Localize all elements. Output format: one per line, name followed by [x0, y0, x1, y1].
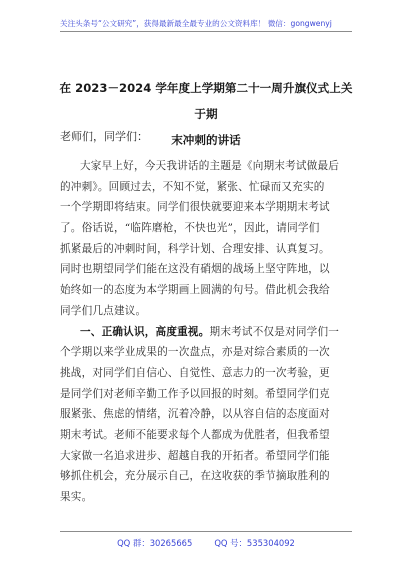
body-line: 一个学期即将结束。同学们很快就要迎来本学期期末考试 — [60, 201, 330, 214]
salutation: 老师们，同学们： — [60, 130, 148, 143]
footer-qq-group: QQ 群：30265665 — [117, 538, 193, 548]
body-line: 是同学们对老师辛勤工作予以回报的时刻。希望同学们克 — [60, 387, 330, 400]
body-line: 同时也期望同学们能在这没有硝烟的战场上坚守阵地，以 — [60, 263, 330, 276]
body-line: 大家做一名追求进步、超越自我的开拓者。希望同学们能 — [60, 449, 330, 462]
body-line: 挑战，对同学们自信心、自觉性、意志力的一次考验，更 — [60, 366, 330, 379]
body-line: 个学期以来学业成果的一次盘点，亦是对综合素质的一次 — [60, 346, 330, 359]
point-1-line — [60, 322, 356, 343]
body-line: 期末考试。老师不能要求每个人都成为优胜者，但我希望 — [60, 428, 330, 441]
footer-qq-number: QQ 号：535304092 — [214, 538, 295, 548]
footer-divider — [60, 531, 352, 532]
body-line: 同学们几点建议。 — [60, 304, 147, 317]
point-1-heading: 一、正确认识，高度重视。 — [80, 325, 210, 338]
body-line: 果实。 — [60, 491, 93, 503]
body-line: 的冲刺》。回顾过去，不知不觉，紧张、忙碌而又充实的 — [60, 180, 325, 193]
body-line: 了。俗话说，“临阵磨枪，不快也光”，因此，请同学们 — [60, 222, 320, 235]
title-line-1: 在 2023－2024 学年度上学期第二十一周升旗仪式上关于期 — [59, 81, 353, 121]
document-body — [60, 140, 356, 508]
header-divider — [60, 31, 352, 32]
point-1-text: 期末考试不仅是对同学们一 — [209, 325, 340, 338]
title-line-2: 末冲刺的讲话 — [171, 133, 241, 147]
body-line: 够抓住机会，充分展示自己，在这收获的季节摘取胜利的 — [60, 470, 330, 483]
body-line: 大家早上好，今天我讲话的主题是《向期末考试做最后 — [80, 160, 340, 172]
body-line: 服紧张、焦虑的情绪，沉着冷静，以从容自信的态度面对 — [60, 408, 330, 421]
body-line: 抓紧最后的冲刺时间，科学计划、合理安排、认真复习。 — [60, 242, 330, 255]
header-promo-text: 关注头条号“公文研究”，获得最新最全最专业的公文资料库！ 微信：gongwenyj — [60, 19, 332, 28]
footer-contact — [60, 537, 352, 549]
body-line: 始终如一的态度为本学期画上圆满的句号。借此机会我给 — [60, 284, 330, 297]
